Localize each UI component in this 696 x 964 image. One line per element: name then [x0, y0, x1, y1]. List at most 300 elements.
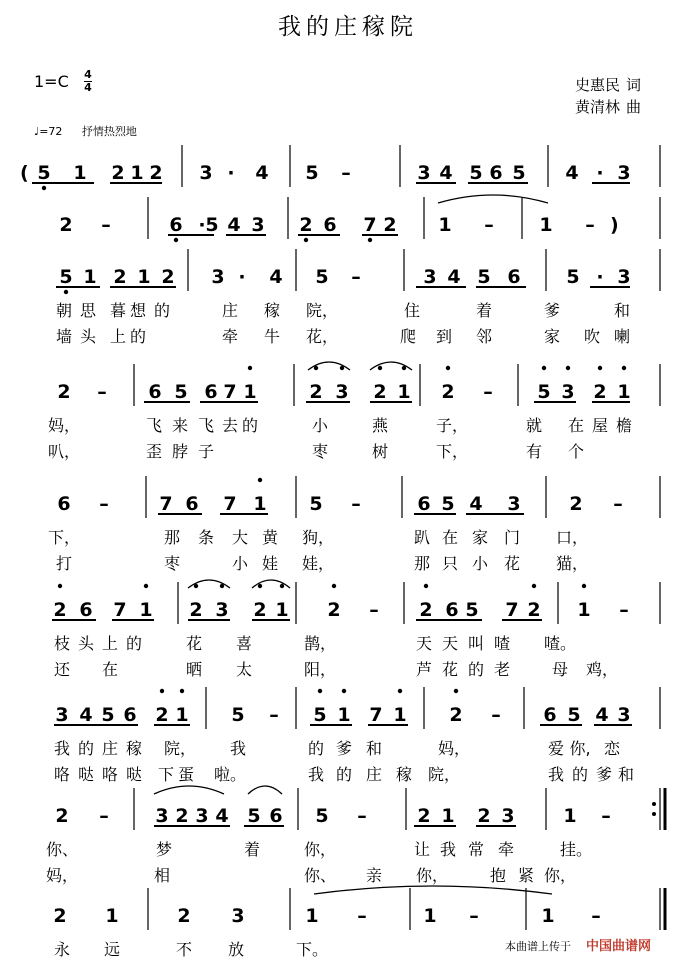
lyric-syllable: 叭，	[47, 442, 81, 461]
lyric-syllable: 歪	[145, 442, 163, 461]
lyric-syllable: 庄	[365, 765, 383, 784]
note: ·	[227, 162, 235, 184]
lyric-syllable: 梦	[155, 840, 173, 859]
lyric-syllable: 吹	[583, 327, 601, 346]
lyric-syllable: 母	[551, 660, 569, 679]
lyric-syllable: 牛	[263, 327, 281, 346]
lyric-syllable: 我	[307, 765, 325, 784]
tempo-value: ♩=72	[34, 125, 63, 138]
note: –	[97, 381, 107, 403]
octave-dot	[248, 366, 252, 370]
note: 5	[566, 266, 580, 288]
lyric-syllable: 的	[129, 327, 147, 346]
note: 5	[37, 162, 51, 184]
note: 4	[215, 805, 229, 827]
lyric-syllable: 和	[617, 765, 635, 784]
note: 3	[251, 214, 265, 236]
lyric-syllable: 你、	[45, 840, 79, 859]
note: 2	[189, 599, 203, 621]
slur	[154, 786, 224, 794]
note: 2	[175, 805, 189, 827]
octave-dot	[598, 366, 602, 370]
note: 4	[469, 493, 483, 515]
lyric-syllable: 牵	[497, 840, 515, 859]
lyric-syllable: 远	[103, 940, 121, 959]
lyric-syllable: 只	[441, 554, 459, 573]
note: 2	[55, 805, 69, 827]
lyric-syllable: 稼	[125, 739, 143, 758]
lyric-syllable: 檐	[615, 416, 633, 435]
note: 6	[57, 493, 71, 515]
lyric-syllable: 住	[403, 301, 421, 320]
lyric-syllable: 哒	[77, 765, 95, 784]
note: 5	[465, 599, 479, 621]
note: 2	[177, 905, 191, 927]
lyric-syllable: 的	[153, 301, 171, 320]
lyric-syllable: 朝	[55, 301, 73, 320]
note: –	[99, 493, 109, 515]
octave-dot	[58, 584, 62, 588]
note: 2	[113, 266, 127, 288]
note: 2	[59, 214, 73, 236]
note: –	[351, 266, 361, 288]
lyric-syllable: 燕	[371, 416, 389, 435]
octave-dot	[532, 584, 536, 588]
lyric-syllable: 晒	[185, 660, 203, 679]
note: 4	[595, 704, 609, 726]
octave-dot	[258, 584, 262, 588]
lyric-syllable: 就	[525, 416, 543, 435]
lyric-syllable: 芦	[415, 660, 433, 679]
note: 1	[73, 162, 87, 184]
lyric-syllable: 我	[439, 840, 457, 859]
lyric-syllable: 庄	[101, 739, 119, 758]
note: 2	[417, 805, 431, 827]
note: –	[269, 704, 279, 726]
note: 2	[593, 381, 607, 403]
note: 6	[169, 214, 183, 236]
octave-dot	[398, 689, 402, 693]
lyric-syllable: 家	[543, 327, 561, 346]
lyric-syllable: 黄	[261, 528, 279, 547]
octave-dot	[144, 584, 148, 588]
note: 4	[439, 162, 453, 184]
note: 2	[383, 214, 397, 236]
lyric-syllable: 花，	[305, 327, 339, 346]
note: 5	[469, 162, 483, 184]
repeat-dot	[652, 812, 656, 816]
note: 2	[419, 599, 433, 621]
lyric-syllable: 趴	[413, 528, 431, 547]
note: 3	[231, 905, 245, 927]
note: 6	[543, 704, 557, 726]
lyric-syllable: 着	[243, 840, 261, 859]
note: 7	[223, 381, 237, 403]
lyric-syllable: 上	[101, 634, 119, 653]
lyric-syllable: 的	[571, 765, 589, 784]
octave-dot	[378, 366, 382, 370]
lyric-syllable: 花	[503, 554, 521, 573]
time-signature-bottom: 4	[84, 81, 92, 94]
octave-dot	[446, 366, 450, 370]
note: 5	[101, 704, 115, 726]
note: 6	[269, 805, 283, 827]
lyric-syllable: 屋	[591, 416, 609, 435]
lyric-syllable: 紧	[517, 866, 535, 885]
lyric-syllable: 永	[53, 940, 71, 959]
lyric-syllable: 和	[365, 739, 383, 758]
footer-upload-text: 本曲谱上传于	[505, 940, 571, 953]
note: 1	[337, 704, 351, 726]
lyric-syllable: 相	[153, 866, 171, 885]
lyric-syllable: 天	[415, 634, 433, 653]
lyric-syllable: 鹊，	[303, 634, 337, 653]
octave-dot	[424, 584, 428, 588]
note: 6	[123, 704, 137, 726]
lyric-syllable: 牵	[221, 327, 239, 346]
lyric-syllable: 你，	[415, 866, 449, 885]
note: 2	[53, 905, 67, 927]
lyric-syllable: 头	[77, 634, 95, 653]
lyric-syllable: 小	[471, 554, 489, 573]
lyric-syllable: 家	[471, 528, 489, 547]
note: –	[601, 805, 611, 827]
lyric-syllable: 打	[55, 554, 73, 573]
lyric-syllable: 想	[129, 301, 147, 320]
note: –	[357, 805, 367, 827]
note: 2	[327, 599, 341, 621]
lyric-syllable: 在	[567, 416, 585, 435]
note: 3	[335, 381, 349, 403]
lyric-syllable: 还	[53, 660, 71, 679]
note: –	[585, 214, 595, 236]
lyricist-name: 史惠民	[575, 76, 621, 94]
note: 7	[159, 493, 173, 515]
note: 1	[423, 905, 437, 927]
lyric-syllable: 暮	[109, 301, 127, 320]
score-title: 我的庄稼院	[278, 14, 418, 40]
lyric-syllable: 的	[335, 765, 353, 784]
lyric-syllable: 个	[567, 442, 585, 461]
note: 1	[541, 905, 555, 927]
note: –	[591, 905, 601, 927]
note: –	[619, 599, 629, 621]
lyric-syllable: 你，	[303, 840, 337, 859]
note: 1	[175, 704, 189, 726]
note: 5	[512, 162, 526, 184]
octave-dot	[280, 584, 284, 588]
octave-dot	[342, 689, 346, 693]
lyric-syllable: 稼	[263, 301, 281, 320]
lyric-syllable: 常	[467, 840, 485, 859]
note: 5	[537, 381, 551, 403]
lyric-syllable: 院，	[305, 301, 339, 320]
note: 6	[185, 493, 199, 515]
note: 1	[397, 381, 411, 403]
note: 3	[617, 704, 631, 726]
note: 1	[577, 599, 591, 621]
note: 2	[441, 381, 455, 403]
note: 7	[369, 704, 383, 726]
lyric-syllable: 大	[231, 528, 249, 547]
lyric-syllable: 稼	[395, 765, 413, 784]
lyric-syllable: 太	[235, 660, 253, 679]
octave-dot	[542, 366, 546, 370]
note: 2	[449, 704, 463, 726]
note: 7	[505, 599, 519, 621]
key-signature: 1=C	[34, 72, 69, 91]
lyric-syllable: 的	[467, 660, 485, 679]
lyric-syllable: 抱	[489, 866, 507, 885]
note: ·	[238, 266, 246, 288]
lyric-syllable: 下，	[435, 442, 469, 461]
lyric-syllable: 子	[197, 442, 215, 461]
octave-dot	[454, 689, 458, 693]
note: ·	[198, 214, 206, 236]
note: 3	[417, 162, 431, 184]
note: 3	[199, 162, 213, 184]
octave-dot	[622, 366, 626, 370]
note: 1	[539, 214, 553, 236]
note: –	[99, 805, 109, 827]
lyric-syllable: 放	[227, 940, 245, 959]
lyric-syllable: 你，	[543, 866, 577, 885]
lyric-syllable: 狗，	[301, 528, 335, 547]
note: 3	[55, 704, 69, 726]
note: 2	[149, 162, 163, 184]
note: 7	[223, 493, 237, 515]
note: 3	[211, 266, 225, 288]
note: 1	[137, 266, 151, 288]
octave-dot	[566, 366, 570, 370]
lyric-syllable: 和	[613, 301, 631, 320]
note: –	[613, 493, 623, 515]
lyric-syllable: 妈，	[47, 416, 81, 435]
note: 6	[489, 162, 503, 184]
lyric-syllable: 小	[231, 554, 249, 573]
note: 2	[111, 162, 125, 184]
note: 3	[423, 266, 437, 288]
repeat-paren-close: )	[610, 214, 619, 236]
note: 1	[393, 704, 407, 726]
lyric-syllable: 小	[311, 416, 329, 435]
octave-dot	[160, 689, 164, 693]
lyric-syllable: 爹	[595, 765, 613, 784]
lyric-syllable: 到	[435, 327, 453, 346]
note: –	[491, 704, 501, 726]
note: 2	[161, 266, 175, 288]
note: 7	[113, 599, 127, 621]
lyric-syllable: 老	[493, 660, 511, 679]
octave-dot	[42, 186, 46, 190]
note: 5	[59, 266, 73, 288]
octave-dot	[368, 238, 372, 242]
lyric-syllable: 爹	[543, 301, 561, 320]
note: 2	[477, 805, 491, 827]
note: –	[357, 905, 367, 927]
lyric-syllable: 让	[413, 840, 431, 859]
slur	[314, 886, 552, 894]
note: –	[369, 599, 379, 621]
lyric-syllable: 飞	[145, 416, 163, 435]
composer-role: 曲	[626, 98, 642, 116]
slur	[248, 786, 282, 794]
note: 5	[174, 381, 188, 403]
note: 3	[507, 493, 521, 515]
lyric-syllable: 着	[475, 301, 493, 320]
note: 6	[507, 266, 521, 288]
note: 1	[275, 599, 289, 621]
note: 2	[299, 214, 313, 236]
lyric-syllable: 枝	[53, 634, 71, 653]
note: 6	[323, 214, 337, 236]
lyric-syllable: 在	[441, 528, 459, 547]
lyric-syllable: 院，	[427, 765, 461, 784]
lyric-syllable: 口，	[555, 528, 589, 547]
note: –	[101, 214, 111, 236]
lyric-syllable: 喜	[235, 634, 253, 653]
lyric-syllable: 上	[109, 327, 127, 346]
lyric-syllable: 花	[185, 634, 203, 653]
note: 6	[417, 493, 431, 515]
note: 5	[313, 704, 327, 726]
note: 1	[243, 381, 257, 403]
lyric-syllable: 下	[157, 765, 175, 784]
time-signature-top: 4	[84, 68, 92, 81]
lyric-syllable: 挂。	[559, 840, 593, 859]
lyric-syllable: 飞	[197, 416, 215, 435]
note: 3	[617, 266, 631, 288]
note: –	[483, 381, 493, 403]
lyric-syllable: 花	[441, 660, 459, 679]
repeat-paren-open: (	[20, 162, 29, 184]
note: 3	[501, 805, 515, 827]
octave-dot	[180, 689, 184, 693]
tempo-expression: 抒情热烈地	[81, 125, 137, 138]
lyric-syllable: 哒	[125, 765, 143, 784]
lyric-syllable: 阳，	[303, 660, 337, 679]
note: 5	[315, 266, 329, 288]
note: 4	[79, 704, 93, 726]
lyric-syllable: 下。	[295, 940, 329, 959]
note: 4	[255, 162, 269, 184]
note: 6	[148, 381, 162, 403]
note: 5	[441, 493, 455, 515]
lyric-syllable: 爬	[399, 327, 417, 346]
lyric-syllable: 门	[503, 528, 521, 547]
note: 1	[83, 266, 97, 288]
lyric-syllable: 爹	[335, 739, 353, 758]
lyric-syllable: 咯	[53, 765, 71, 784]
lyric-syllable: 叫	[467, 634, 485, 653]
slur	[252, 580, 290, 588]
octave-dot	[258, 478, 262, 482]
note: 2	[569, 493, 583, 515]
repeat-dot	[652, 802, 656, 806]
lyric-syllable: 邻	[475, 327, 493, 346]
note: 3	[215, 599, 229, 621]
lyric-syllable: 思	[79, 301, 97, 320]
note: 2	[309, 381, 323, 403]
note: ·	[596, 266, 604, 288]
note: 2	[253, 599, 267, 621]
note: –	[469, 905, 479, 927]
note: 1	[139, 599, 153, 621]
note: 5	[205, 214, 219, 236]
lyric-syllable: 喳	[493, 634, 511, 653]
note: 3	[561, 381, 575, 403]
note: 2	[57, 381, 71, 403]
composer-name: 黄清林	[575, 98, 621, 116]
note: 2	[53, 599, 67, 621]
note: 4	[447, 266, 461, 288]
lyric-syllable: 天	[441, 634, 459, 653]
lyric-syllable: 枣	[311, 442, 329, 461]
octave-dot	[64, 290, 68, 294]
note: –	[484, 214, 494, 236]
note: 5	[477, 266, 491, 288]
lyric-syllable: 树	[371, 442, 389, 461]
lyric-syllable: 院，	[163, 739, 197, 758]
lyric-syllable: 来	[171, 416, 189, 435]
lyric-syllable: 鸡，	[585, 660, 619, 679]
note: 4	[227, 214, 241, 236]
lyric-syllable: 在	[101, 660, 119, 679]
lyric-syllable: 去	[221, 416, 239, 435]
lyric-syllable: 下，	[47, 528, 81, 547]
note: 7	[363, 214, 377, 236]
lyric-syllable: 我	[53, 739, 71, 758]
octave-dot	[582, 584, 586, 588]
note: 1	[563, 805, 577, 827]
note: 3	[617, 162, 631, 184]
note: –	[341, 162, 351, 184]
octave-dot	[174, 238, 178, 242]
lyric-syllable: 的	[77, 739, 95, 758]
lyric-syllable: 你、	[303, 866, 337, 885]
note: 1	[253, 493, 267, 515]
note: 3	[155, 805, 169, 827]
lyric-syllable: 妈，	[437, 739, 471, 758]
note: 1	[305, 905, 319, 927]
lyricist-role: 词	[626, 76, 642, 94]
note: 5	[567, 704, 581, 726]
lyric-syllable: 墙	[55, 327, 73, 346]
lyric-syllable: 条	[197, 528, 215, 547]
lyric-syllable: 我	[547, 765, 565, 784]
note: 4	[269, 266, 283, 288]
note: ·	[596, 162, 604, 184]
note: 5	[315, 805, 329, 827]
note: 3	[195, 805, 209, 827]
lyric-syllable: 枣	[163, 554, 181, 573]
lyric-syllable: 脖	[171, 442, 189, 461]
lyric-syllable: 头	[79, 327, 97, 346]
lyric-syllable: 子，	[435, 416, 469, 435]
octave-dot	[304, 238, 308, 242]
octave-dot	[318, 689, 322, 693]
note: 1	[438, 214, 452, 236]
lyric-syllable: 娃	[261, 554, 279, 573]
lyric-syllable: 爱	[547, 739, 565, 758]
note: 5	[309, 493, 323, 515]
note: –	[351, 493, 361, 515]
site-logo: 中国曲谱网	[586, 939, 652, 954]
lyric-syllable: 庄	[221, 301, 239, 320]
note: 1	[441, 805, 455, 827]
lyric-syllable: 啦。	[213, 765, 247, 784]
note: 2	[155, 704, 169, 726]
